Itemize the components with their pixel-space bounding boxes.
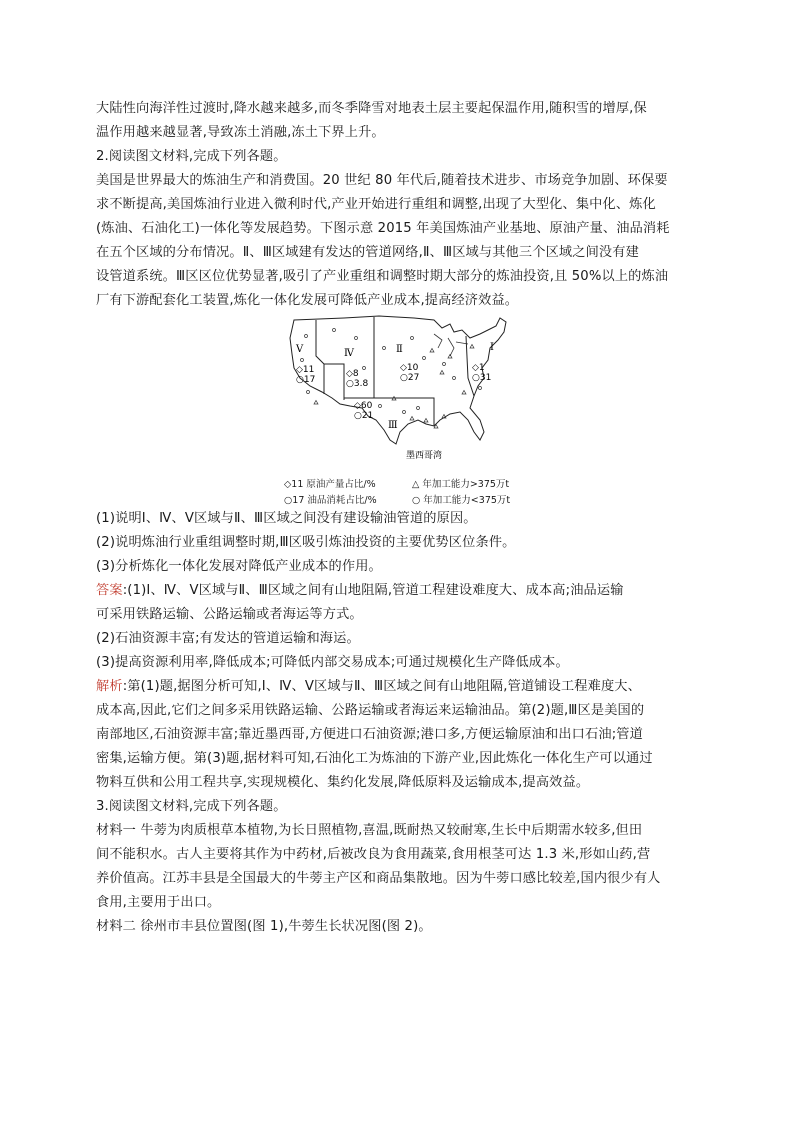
- region-label-1: Ⅰ: [490, 342, 494, 353]
- legend-small-capacity: ○ 年加工能力<375万t: [412, 495, 511, 506]
- text-line: 厂有下游配套化工装置,炼化一体化发展可降低产业成本,提高经济效益。: [96, 293, 519, 308]
- region3-crude: ◇60: [354, 401, 373, 411]
- region1-crude: ◇1: [472, 363, 485, 373]
- region-boundary: [316, 320, 324, 394]
- analysis-line: 密集,运输方便。第(3)题,据材料可知,石油化工为炼油的下游产业,因此炼化一体化生产可以通过: [96, 751, 653, 766]
- text-line: 美国是世界最大的炼油生产和消费国。20 世纪 80 年代后,随着技术进步、市场竞争加剧、环保要: [96, 173, 668, 188]
- text-line: 在五个区域的分布情况。Ⅱ、Ⅲ区域建有发达的管道网络,Ⅱ、Ⅲ区域与其他三个区域之间没有建: [96, 245, 639, 260]
- gulf-of-mexico-label: 墨西哥湾: [406, 451, 443, 461]
- region4-consume: ○3.8: [346, 379, 369, 389]
- material-1-line: 养价值高。江苏丰县是全国最大的牛蒡主产区和商品集散地。因为牛蒡口感比较差,国内很少有人: [96, 871, 661, 886]
- text-line: 温作用越来越显著,导致冻土消融,冻土下界上升。: [96, 125, 385, 140]
- region5-consume: ○17: [296, 375, 316, 385]
- answer-line: (3)提高资源利用率,降低成本;可降低内部交易成本;可通过规模化生产降低成本。: [96, 655, 569, 670]
- material-2-line: 材料二 徐州市丰县位置图(图 1),牛蒡生长状况图(图 2)。: [96, 919, 432, 934]
- region-label-2: Ⅱ: [396, 344, 403, 355]
- question-3-title: 3.阅读图文材料,完成下列各题。: [96, 799, 287, 814]
- analysis-line: 成本高,因此,它们之间多采用铁路运输、公路运输或者海运来运输油品。第(2)题,Ⅲ区是美国的: [96, 703, 645, 718]
- region5-crude: ◇11: [296, 365, 315, 375]
- material-1-line: 材料一 牛蒡为肉质根草本植物,为长日照植物,喜温,既耐热又较耐寒,生长中后期需水较多,但田: [96, 823, 643, 838]
- region3-consume: ○21: [354, 411, 374, 421]
- answer-label: 答案: [96, 583, 123, 598]
- answer-line: [96, 582, 624, 600]
- answer-line: (2)石油资源丰富;有发达的管道运输和海运。: [96, 631, 360, 646]
- analysis-line: 南部地区,石油资源丰富;靠近墨西哥,方便进口石油资源;港口多,方便运输原油和出口石油;管道: [96, 727, 643, 742]
- legend-consume: ○17 油品消耗占比/%: [284, 495, 377, 506]
- analysis-text: :第(1)题,据图分析可知,Ⅰ、Ⅳ、Ⅴ区域与Ⅱ、Ⅲ区域之间有山地阻隔,管道铺设工程难度大、: [122, 679, 641, 694]
- analysis-line: 物料互供和公用工程共享,实现规模化、集约化发展,降低原料及运输成本,提高效益。: [96, 775, 590, 790]
- question-2-2: (2)说明炼油行业重组调整时期,Ⅲ区吸引炼油投资的主要优势区位条件。: [96, 535, 516, 550]
- analysis-line: [96, 678, 641, 696]
- region2-crude: ◇10: [400, 363, 419, 373]
- answer-line: 可采用铁路运输、公路运输或者海运等方式。: [96, 607, 363, 622]
- text-line: 设管道系统。Ⅲ区区位优势显著,吸引了产业重组和调整时期大部分的炼油投资,且 50%以上的炼油: [96, 269, 669, 284]
- question-2-3: (3)分析炼化一体化发展对降低产业成本的作用。: [96, 559, 382, 574]
- text-line: (炼油、石油化工)一体化等发展趋势。下图示意 2015 年美国炼油产业基地、原油产量、油品消耗: [96, 221, 670, 236]
- text-line: 求不断提高,美国炼油行业进入微利时代,产业开始进行重组和调整,出现了大型化、集中化、炼化: [96, 197, 656, 212]
- answer-text: :(1)Ⅰ、Ⅳ、Ⅴ区域与Ⅱ、Ⅲ区域之间有山地阻隔,管道工程建设难度大、成本高;油品运输: [122, 583, 624, 598]
- region2-consume: ○27: [400, 373, 420, 383]
- us-refining-map: [284, 308, 516, 466]
- legend-crude: ◇11 原油产量占比/%: [284, 479, 376, 490]
- region-label-5: Ⅴ: [296, 344, 304, 355]
- question-2-title: 2.阅读图文材料,完成下列各题。: [96, 149, 287, 164]
- analysis-label: 解析: [96, 679, 123, 694]
- region4-crude: ◇8: [346, 369, 359, 379]
- material-1-line: 食用,主要用于出口。: [96, 895, 221, 910]
- material-1-line: 间不能积水。古人主要将其作为中药材,后被改良为食用蔬菜,食用根茎可达 1.3 米,形如山药,营: [96, 847, 651, 862]
- region-label-4: Ⅳ: [344, 348, 354, 359]
- question-2-1: (1)说明Ⅰ、Ⅳ、Ⅴ区域与Ⅱ、Ⅲ区域之间没有建设输油管道的原因。: [96, 511, 477, 526]
- region-label-3: Ⅲ: [388, 420, 398, 431]
- text-line: 大陆性向海洋性过渡时,降水越来越多,而冬季降雪对地表土层主要起保温作用,随积雪的增厚,保: [96, 101, 647, 116]
- legend-large-capacity: △ 年加工能力>375万t: [412, 479, 510, 490]
- region1-consume: ○31: [472, 373, 492, 383]
